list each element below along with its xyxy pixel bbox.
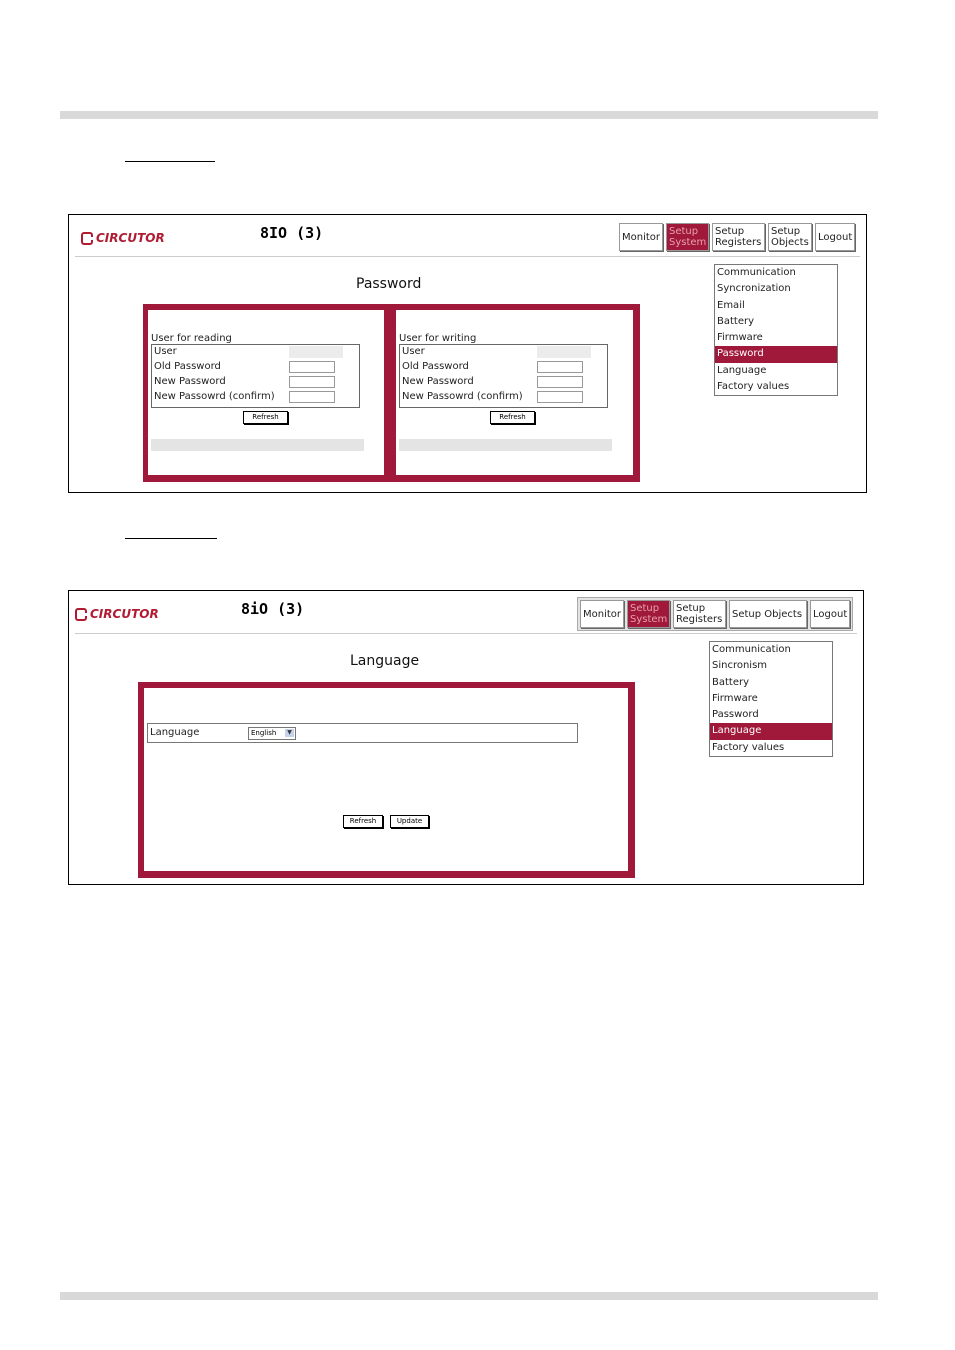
menu-item-communication[interactable]: Communication [717, 267, 796, 278]
menu-item-password[interactable]: Password [715, 346, 837, 362]
writing-new-password-label: New Password [402, 376, 474, 387]
reading-confirm-password-field[interactable] [289, 391, 335, 403]
menu-item-firmware[interactable]: Firmware [717, 332, 763, 344]
tab-setup-system-2[interactable]: Setup System [627, 600, 670, 628]
tab-monitor[interactable]: Monitor [619, 223, 663, 251]
writing-old-password-label: Old Password [402, 361, 469, 372]
main-nav [619, 223, 855, 251]
menu-item-language[interactable]: Language [717, 364, 767, 376]
reading-new-password-label: New Password [154, 376, 226, 387]
setup-menu-2 [709, 641, 833, 757]
refresh-button[interactable]: Refresh [343, 815, 383, 828]
reading-heading: User for reading [151, 333, 232, 344]
writing-heading: User for writing [399, 333, 477, 344]
menu-item-sincronism[interactable]: Sincronism [712, 660, 768, 672]
circutor-logo-icon [81, 232, 93, 245]
language-panel [144, 688, 628, 871]
writing-confirm-password-field[interactable] [537, 391, 583, 403]
writing-refresh-button[interactable]: Refresh [490, 411, 535, 424]
device-title-2: 8iO (3) [241, 600, 305, 618]
main-nav-2 [577, 597, 853, 631]
writing-user-label: User [402, 346, 425, 357]
writing-new-password-field[interactable] [537, 376, 583, 388]
tab-logout[interactable]: Logout [815, 223, 855, 251]
tab-logout-2[interactable]: Logout [810, 600, 850, 628]
language-label: Language [150, 727, 200, 738]
password-screenshot [68, 214, 867, 493]
tab-setup-objects-2[interactable]: Setup Objects [729, 600, 807, 628]
brand-name: CIRCUTOR [96, 231, 165, 245]
page-title: Password [356, 276, 422, 292]
user-writing-panel [396, 310, 633, 475]
menu-item-factory-values[interactable]: Factory values [717, 381, 790, 393]
menu-item-firmware-2[interactable]: Firmware [712, 692, 758, 704]
menu-item-battery[interactable]: Battery [717, 315, 755, 327]
password-frame [143, 304, 640, 482]
header-divider-2 [75, 633, 857, 634]
bottom-rule [60, 1292, 878, 1300]
section-heading-underline [125, 161, 215, 162]
menu-item-battery-2[interactable]: Battery [712, 676, 750, 688]
tab-setup-registers[interactable]: Setup Registers [712, 223, 765, 251]
reading-old-password-label: Old Password [154, 361, 221, 372]
menu-item-language-2[interactable]: Language [710, 723, 832, 739]
reading-new-password-field[interactable] [289, 376, 335, 388]
device-title: 8IO (3) [260, 224, 324, 242]
menu-item-syncronization[interactable]: Syncronization [717, 283, 791, 295]
reading-refresh-button[interactable]: Refresh [243, 411, 288, 424]
setup-menu [714, 264, 838, 396]
update-button[interactable]: Update [390, 815, 429, 828]
circutor-logo-icon-2 [75, 608, 87, 621]
circutor-logo-2 [75, 607, 159, 621]
writing-confirm-password-label: New Passowrd (confirm) [402, 391, 523, 402]
menu-item-factory-values-2[interactable]: Factory values [712, 741, 785, 753]
language-frame [138, 682, 635, 878]
tab-setup-registers-2[interactable]: Setup Registers [673, 600, 726, 628]
writing-old-password-field[interactable] [537, 361, 583, 373]
reading-old-password-field[interactable] [289, 361, 335, 373]
section-heading-underline-2 [125, 538, 217, 539]
reading-user-label: User [154, 346, 177, 357]
tab-setup-objects[interactable]: Setup Objects [768, 223, 812, 251]
reading-user-field[interactable] [289, 346, 343, 358]
menu-item-email[interactable]: Email [717, 299, 745, 311]
language-select-value: English [251, 729, 277, 737]
menu-item-password-2[interactable]: Password [712, 709, 759, 721]
circutor-logo [81, 231, 165, 245]
top-rule [60, 111, 878, 119]
reading-fields-box [151, 344, 360, 408]
header-divider [75, 256, 860, 257]
writing-user-field[interactable] [537, 346, 591, 358]
chevron-down-icon[interactable]: ▼ [285, 729, 294, 737]
tab-monitor-2[interactable]: Monitor [580, 600, 624, 628]
menu-item-communication-2[interactable]: Communication [712, 644, 791, 655]
language-select[interactable] [248, 727, 296, 740]
reading-confirm-password-label: New Passowrd (confirm) [154, 391, 275, 402]
language-row [147, 723, 578, 743]
brand-name-2: CIRCUTOR [90, 607, 159, 621]
writing-fields-box [399, 344, 608, 408]
tab-setup-system[interactable]: Setup System [666, 223, 709, 251]
writing-status-bar [399, 439, 612, 451]
reading-status-bar [151, 439, 364, 451]
page-title-2: Language [350, 653, 420, 669]
user-reading-panel [148, 310, 384, 475]
language-screenshot [68, 590, 864, 885]
